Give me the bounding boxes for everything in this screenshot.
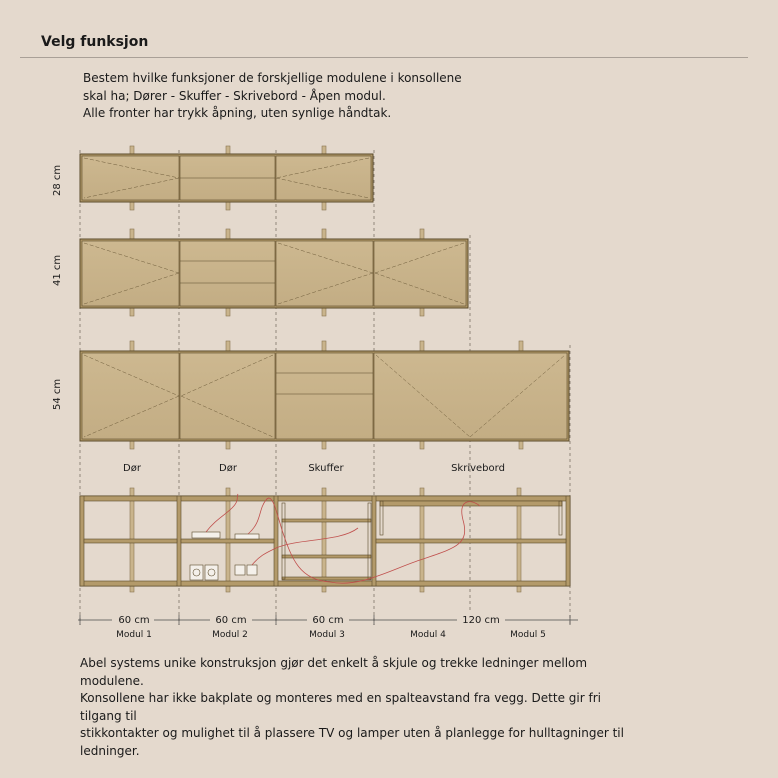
- module-label-2: Modul 2: [212, 630, 248, 640]
- outro-line: Abel systems unike konstruksjon gjør det enkelt å skjule og trekke ledninger mellom modulene.: [80, 656, 588, 688]
- width-label-module-4-5: 120 cm: [462, 615, 500, 626]
- intro-line: Bestem hvilke funksjoner de forskjellige modulene i konsollene: [83, 71, 462, 85]
- module-label-1: Modul 1: [116, 630, 152, 640]
- height-label-41: 41 cm: [52, 254, 63, 286]
- width-label-module-2: 60 cm: [215, 615, 247, 626]
- function-label-door-1: Dør: [123, 463, 141, 474]
- outro-line: Konsollene har ikke bakplate og monteres med en spalteavstand fra vegg. Dette gir fri tilgang til: [80, 691, 601, 723]
- open-frame-view: [80, 488, 570, 592]
- height-label-28: 28 cm: [52, 164, 63, 196]
- device-icon: [192, 532, 220, 538]
- height-label-54: 54 cm: [52, 378, 63, 410]
- outro-line: ledninger.: [80, 743, 140, 758]
- console-41cm: [52, 229, 468, 316]
- function-label-drawers: Skuffer: [308, 463, 344, 474]
- console-28cm: [52, 146, 373, 210]
- power-outlet-icon: [190, 565, 218, 580]
- outro-text: [80, 655, 640, 760]
- module-labels: [116, 630, 546, 640]
- function-labels: [123, 463, 505, 474]
- module-label-5: Modul 5: [510, 630, 546, 640]
- device-icon: [235, 534, 259, 539]
- width-label-module-1: 60 cm: [118, 615, 150, 626]
- console-54cm: [52, 341, 569, 449]
- small-outlet-icon: [235, 565, 257, 575]
- intro-line: skal ha; Dører - Skuffer - Skrivebord - Åpen modul.: [83, 88, 386, 103]
- outro-line: stikkontakter og mulighet til å plassere TV og lamper uten å planlegge for hulltagninger til: [80, 726, 624, 740]
- function-label-desk: Skrivebord: [451, 463, 505, 474]
- width-label-module-3: 60 cm: [312, 615, 344, 626]
- width-labels: [112, 612, 505, 626]
- page-title: Velg funksjon: [41, 34, 149, 50]
- module-label-4: Modul 4: [410, 630, 446, 640]
- function-label-door-2: Dør: [219, 463, 237, 474]
- intro-line: Alle fronter har trykk åpning, uten synlige håndtak.: [83, 106, 392, 120]
- module-label-3: Modul 3: [309, 630, 345, 640]
